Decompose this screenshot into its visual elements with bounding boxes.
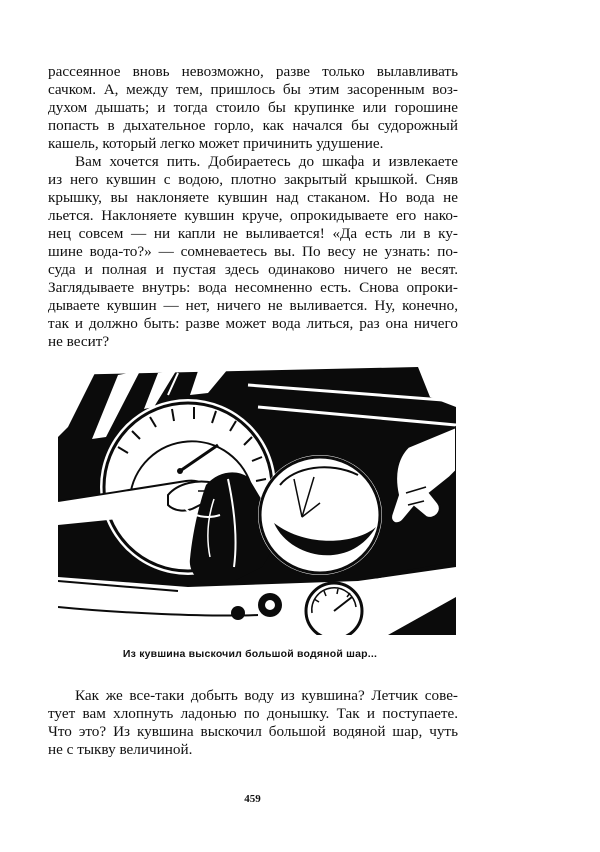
text-line: шине вода-то?» — сомневаетесь вы. По весу не узнать: по- bbox=[48, 243, 458, 260]
text-line: сачком. А, между тем, пришлось бы этим засоренным воз- bbox=[48, 81, 458, 98]
figure-caption: Из кувшина выскочил большой водяной шар... bbox=[122, 648, 378, 660]
text-line: нец совсем — ни капли не выливается! «Да есть ли в ку- bbox=[48, 225, 458, 242]
cabin-scene-drawing bbox=[58, 367, 456, 635]
text-line: духом дышать; и тогда стоило бы крупинке или горошине bbox=[48, 99, 458, 116]
text-line: дываете кувшин — нет, ничего не выливается. Ну, конечно, bbox=[48, 297, 458, 314]
illustration bbox=[58, 367, 456, 635]
text-line: кашель, который легко может причинить удушение. bbox=[48, 135, 384, 152]
text-line: Заглядываете внутрь: вода несомненно есть. Снова опроки- bbox=[48, 279, 458, 296]
text-line: крышку, вы наклоняете кувшин над стаканом. Но вода не bbox=[48, 189, 458, 206]
text-line: Как же все-таки добыть воду из кувшина? Летчик сове- bbox=[75, 687, 458, 704]
text-line: попасть в дыхательное горло, как начался бы судорожный bbox=[48, 117, 458, 134]
text-line: не весит? bbox=[48, 333, 110, 350]
text-line: не с тыкву величиной. bbox=[48, 741, 193, 758]
text-line: так и должно быть: разве может вода литься, раз она ничего bbox=[48, 315, 458, 332]
text-line: рассеянное вновь невозможно, разве только вылавливать bbox=[48, 63, 458, 80]
text-line: суда и полная и пустая здесь одинаково ничего не весят. bbox=[48, 261, 458, 278]
text-line: льется. Наклоняете кувшин круче, опрокидываете его нако- bbox=[48, 207, 458, 224]
text-line: Вам хочется пить. Добираетесь до шкафа и извлекаете bbox=[75, 153, 458, 170]
text-line: из него кувшин с водою, плотно закрытый крышкой. Сняв bbox=[48, 171, 458, 188]
page-number: 459 bbox=[244, 793, 261, 805]
text-line: тует вам хлопнуть ладонью по донышку. Так и поступаете. bbox=[48, 705, 458, 722]
text-line: Что это? Из кувшина выскочил большой водяной шар, чуть bbox=[48, 723, 458, 740]
